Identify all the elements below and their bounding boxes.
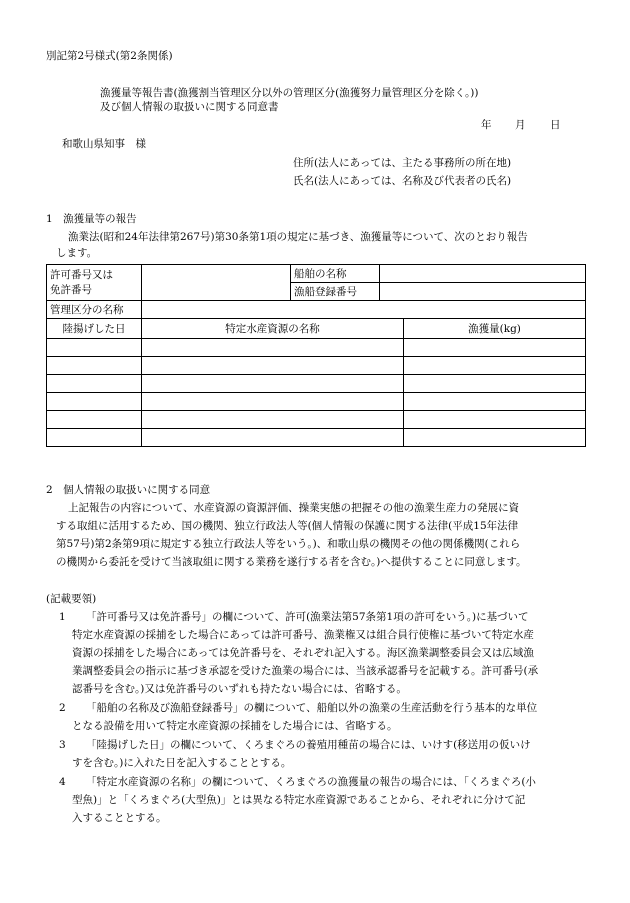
catch-amount-cell[interactable] [404,375,586,393]
resource-name-cell[interactable] [142,429,404,447]
table-row [47,357,586,375]
notes-heading: (記載要領) [46,593,97,605]
document-title-line1: 漁獲量等報告書(漁獲割当管理区分以外の管理区分(漁獲努力量管理区分を除く。)) [100,87,479,99]
section2-line2: する取組に活用するため、国の機関、独立行政法人等(個人情報の保護に関する法律(平成15年法律 [56,520,519,532]
catch-report-table [46,264,586,447]
date-year-label: 年 [481,119,492,131]
note-3-line2: すを含む。)に入れた日を記入することとする。 [72,757,292,769]
catch-amount-cell[interactable] [404,339,586,357]
note-1-line4: 業調整委員会の指示に基づき承認を受けた漁業の場合には、当該承認番号を記載する。許可番号(承 [72,665,539,677]
resource-name-cell[interactable] [142,357,404,375]
resource-name-cell[interactable] [142,393,404,411]
note-4-line3: 入することとする。 [72,812,167,824]
table-row [47,429,586,447]
note-4-line1: 「特定水産資源の名称」の欄について、くろまぐろの漁獲量の報告の場合には、「くろまぐろ(小 [86,776,536,788]
catch-amount-cell[interactable] [404,357,586,375]
table-row [47,339,586,357]
date-day-label: 日 [550,119,561,131]
section2-line4: の機関から委託を受けて当該取組に関する業務を遂行する者を含む。)へ提供することに同意します。 [56,556,527,568]
landing-date-cell[interactable] [47,339,142,357]
note-4-number: 4 [59,776,66,788]
landing-date-cell[interactable] [47,411,142,429]
catch-amount-cell[interactable] [404,393,586,411]
vessel-registration-input-cell[interactable] [380,283,586,301]
note-1-line2: 特定水産資源の採捕をした場合にあっては許可番号、漁業権又は組合員行使権に基づいて特定水産 [72,629,534,641]
table-row [47,411,586,429]
section2-line3: 第57号)第2条第9項に規定する独立行政法人等をいう。)、和歌山県の機関その他の関係機関(これら [56,538,521,550]
vessel-name-label: 船舶の名称 [291,265,380,283]
section1-body-line2: します。 [56,247,98,259]
date-month-label: 月 [515,119,526,131]
catch-amount-cell[interactable] [404,429,586,447]
section2-line1: 上記報告の内容について、水産資源の資源評価、操業実態の把握その他の漁業生産力の発展に資 [68,502,520,514]
section1-body-line1: 漁業法(昭和24年法律第267号)第30条第1項の規定に基づき、漁獲量等について、次のとおり報告 [68,231,528,243]
management-category-label: 管理区分の名称 [47,301,142,319]
form-label: 別記第2号様式(第2条関係) [46,50,173,62]
table-row [47,375,586,393]
col-header-resource-name: 特定水産資源の名称 [142,319,404,339]
table-row [47,393,586,411]
address-label: 住所(法人にあっては、主たる事務所の所在地) [293,157,512,169]
permit-number-input-cell[interactable] [142,265,291,301]
note-2-line1: 「船舶の名称及び漁船登録番号」の欄について、船舶以外の漁業の生産活動を行う基本的な単位 [86,702,538,714]
col-header-catch-amount: 漁獲量(kg) [404,319,586,339]
col-header-landing-date: 陸揚げした日 [47,319,142,339]
document-title-line2: 及び個人情報の取扱いに関する同意書 [100,101,279,113]
permit-label-line1: 許可番号又は [50,268,113,281]
note-3-number: 3 [59,739,66,751]
addressee: 和歌山県知事 様 [62,138,146,150]
resource-name-cell[interactable] [142,411,404,429]
name-label: 氏名(法人にあっては、名称及び代表者の氏名) [293,175,512,187]
note-4-line2: 型魚)」と「くろまぐろ(大型魚)」とは異なる特定水産資源であることから、それぞれに分けて記 [72,794,526,806]
landing-date-cell[interactable] [47,357,142,375]
permit-number-label-cell [47,265,142,301]
catch-amount-cell[interactable] [404,411,586,429]
resource-name-cell[interactable] [142,339,404,357]
note-1-line3: 資源の採捕をした場合にあっては免許番号を、それぞれ記入する。海区漁業調整委員会又は広域漁 [72,647,534,659]
vessel-registration-label: 漁船登録番号 [291,283,380,301]
note-1-number: 1 [59,611,66,623]
note-2-line2: となる設備を用いて特定水産資源の採捕をした場合には、省略する。 [72,720,398,732]
vessel-name-input-cell[interactable] [380,265,586,283]
landing-date-cell[interactable] [47,375,142,393]
landing-date-cell[interactable] [47,393,142,411]
resource-name-cell[interactable] [142,375,404,393]
permit-label-line2: 免許番号 [50,283,92,296]
note-2-number: 2 [59,702,66,714]
note-1-line5: 認番号を含む。)又は免許番号のいずれも持たない場合には、省略する。 [72,683,407,695]
section1-heading: 1 漁獲量等の報告 [46,213,137,225]
note-3-line1: 「陸揚げした日」の欄について、くろまぐろの養殖用種苗の場合には、いけす(移送用の仮いけ [86,739,531,751]
management-category-input-cell[interactable] [142,301,586,319]
landing-date-cell[interactable] [47,429,142,447]
section2-heading: 2 個人情報の取扱いに関する同意 [46,484,211,496]
note-1-line1: 「許可番号又は免許番号」の欄について、許可(漁業法第57条第1項の許可をいう。)に基づいて [86,611,529,623]
